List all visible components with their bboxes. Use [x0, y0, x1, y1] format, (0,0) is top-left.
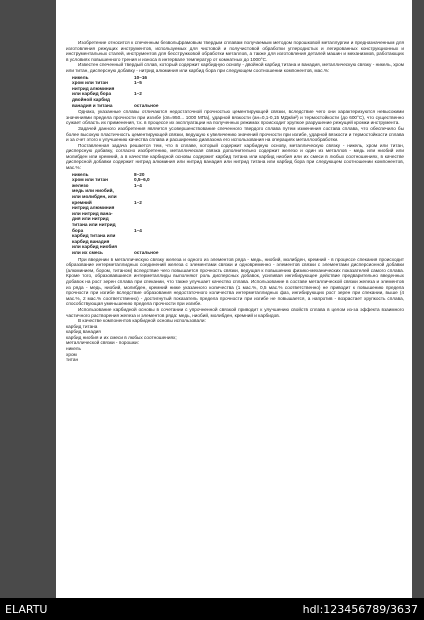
component-name: или карбид бора	[72, 91, 112, 97]
component-amount: 1–5	[134, 80, 142, 86]
component-amount: 1–2	[134, 199, 142, 205]
composition-table-2	[66, 172, 404, 256]
component-amount: остальное	[134, 249, 159, 255]
component-amount: 8–20	[134, 171, 145, 177]
component-amount: 0,5–6,0	[134, 177, 150, 183]
paragraph-5: Поставленная задача решается тем, что в сплаве, который содержит карбидную основу, металлическую связку - никель, хром или титан, дисперсную добавку, согласно изобретению, металлическая связка дополнительно содержит железо и один из металлов - медь или ниобий или молибден или кремний, а в качестве карбидной основы содержит карбид титана или карбид ниобия или их смеси в любых соотношениях, в качестве дисперсной добавки содержит нитрид алюминия или нитрид ванадия или нитрид титана или карбид бора при следующем соотношении компонентов, мас.%:	[66, 142, 404, 171]
list-item: титан	[66, 357, 79, 363]
component-name: или нитрид вана-	[72, 210, 113, 216]
component-name: кремний	[72, 199, 92, 205]
component-list	[66, 324, 404, 363]
list-item: карбид ниобия и их смеси в любых соотношениях;	[66, 334, 177, 340]
component-amount: 1–4	[134, 182, 142, 188]
component-name: железо	[72, 182, 89, 188]
paragraph-2: Известен спеченный твердый сплав, который содержит карбидную основу - двойной карбид титана и ванадия, металлическую связку - никель, хром или титан, дисперсную добавку - нитрид алюминия или карбид бора при следующем соотношении компонентов, мас.%:	[66, 62, 404, 73]
component-name: хром или титан	[72, 177, 108, 183]
component-name: или их смесь	[72, 249, 103, 255]
component-name: никель	[72, 171, 89, 177]
component-name: нитрид алюминия	[72, 85, 115, 91]
component-amount: 1–4	[134, 227, 142, 233]
paragraph-1: Изобретение относится к спеченным безвольфрамовым твердым сплавам получаемым методом порошковой металлургии и предназначенным для изготовления режущих инструментов, используемых для чистовой и получистовой обработки углеродистых и легированных конструкционных и инструментальных сталей, инструментов для бесстружковой обработки металлов, а также для изготовления деталей машин и механизмов, работающих в условиях повышенного трения и износа в интервале температур от комнатных до 1000°С.	[66, 40, 404, 62]
component-name: или молибден, или	[72, 194, 117, 200]
component-amount: 10–16	[134, 74, 148, 80]
paragraph-8: В качестве компонентов карбидной основы использовали:	[78, 318, 206, 324]
paragraph-4: Задачей данного изобретения является усовершенствование спеченного твердого сплава путем изменения состава сплава, что обеспечило бы более высокую пластичность цементирующей связки, ведущую к увеличению значений прочности при изгибе, ударной вязкости и термостойкости сплава и за счет этого к улучшению качества сплава и расширению диапазона его использования на операциях металлообработки.	[66, 125, 404, 143]
table-row	[66, 250, 404, 256]
component-name: двойной карбид	[72, 96, 110, 102]
handle-id: hdl:123456789/3637	[302, 603, 418, 616]
document-body	[66, 40, 404, 363]
viewer-footer-bar	[0, 598, 424, 620]
component-name: ванадия и титана	[72, 102, 113, 108]
component-name: никель	[72, 74, 89, 80]
document-page	[56, 0, 412, 598]
list-item: карбид титана	[66, 323, 98, 329]
component-name: карбид титана или	[72, 233, 116, 239]
paragraph-3: Однако, указанные сплавы отличаются недостаточной прочностью цементирующей связки, вследствие чего они характеризуются невысокими значениями предела прочности при изгибе (σв=950... 1000 МПа), ударной вязкости (ан=0,1-0,15 МДж/м²) и термостойкости (до 600°С), что существенно сужает область их применения, т.к. в процессе их эксплуатации на полученных режимах происходит хрупкое разрушение режущей кромки инструмента.	[66, 109, 404, 126]
component-name: или карбид ниобия	[72, 244, 118, 250]
list-item: хром	[66, 351, 77, 357]
composition-table-1	[66, 75, 404, 109]
component-amount: остальное	[134, 102, 159, 108]
component-name: титана или нитрид	[72, 222, 116, 227]
list-item: металлической связки - порошки:	[66, 340, 139, 346]
component-name: хром или титан	[72, 80, 108, 86]
paragraph-7: Использование карбидной основы в сочетании с упрочненной связкой приводит к улучшению свойств сплава в целом из-за эффекта взаимного частичного растворения железа и элементов ряда: медь, ниобий, молибден, кремний и карбидов.	[66, 306, 404, 318]
paragraph-6: При введении в металлическую связку железа и одного из элементов ряда - медь, ниобий, молибден, кремний - в процессе спекания происходит образование интерметаллидных соединений железа с элементами связки и одновременно - элементов связки с элементами дисперсионной добавки (алюминием, бором, титаном) вследствие чего повышается прочность связки, ведущая к повышению физико-механических показателей самого сплава. Кроме того, образовавшиеся интерметаллиды выполняют роль дисперсных добавок, усиливая ингибирующее действие предварительно введенных добавок на рост зерен сплава при спекании, что также улучшает качество сплава. Использование в составе металлической связки железа и элементов из ряда - медь, ниобий, молибден, кремний ниже указанного количества (1 мас.%, 0,5 мас.% соответственно) не приводит к повышению предела прочности при изгибе вследствие образования недостаточного количества интерметаллидных фаз, ингибирующих рост зерен при спекании, выше (4 мас.%, 2 мас.% соответственно) - достигнутый показатель предела прочности при изгибе не повышается, а напротив - возрастает хрупкость сплава, способствующая уменьшению предела прочности при изгибе.	[66, 256, 404, 307]
repository-name: ELARTU	[5, 603, 48, 616]
component-name: дия или нитрид	[72, 216, 109, 222]
component-name: карбид ванадия	[72, 238, 110, 244]
component-amount: 1–2	[134, 91, 142, 97]
component-name: бора	[72, 227, 84, 233]
component-name: нитрид алюминия	[72, 205, 115, 211]
list-item: карбид ванадия	[66, 329, 101, 335]
component-name: медь или ниобий,	[72, 188, 114, 194]
list-item: никель	[66, 346, 81, 352]
table-row	[66, 103, 404, 109]
